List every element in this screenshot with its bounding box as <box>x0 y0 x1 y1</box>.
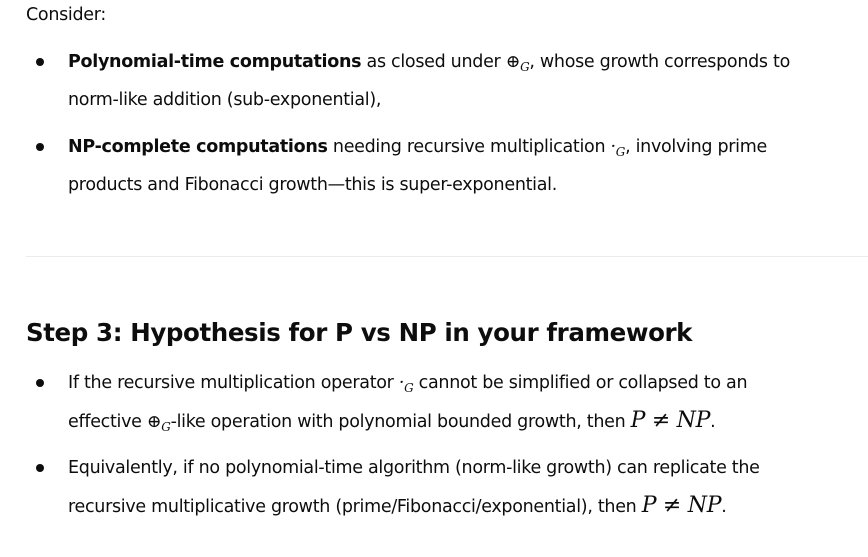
bullet-icon <box>36 58 44 66</box>
bullet-icon <box>36 143 44 151</box>
list-item-line: products and Fibonacci growth—this is super-exponential. <box>68 175 557 195</box>
cdot-symbol: · <box>610 137 616 157</box>
section-heading: Step 3: Hypothesis for P vs NP in your framework <box>26 318 693 347</box>
p-neq-np-formula: P ≠ NP <box>630 408 711 433</box>
oplus-symbol: ⊕ <box>146 412 162 432</box>
intro-text: Consider: <box>26 5 106 25</box>
list-item-line: effective $\oplus_G$-like operation with polynomial bounded growth, then P ≠ NP. <box>68 408 716 434</box>
term-strong: NP-complete computations <box>68 137 328 157</box>
p-neq-np-formula: P ≠ NP <box>641 493 722 518</box>
cdot-symbol: · <box>398 373 405 393</box>
list-item-line: Equivalently, if no polynomial-time algorithm (norm-like growth) can replicate the <box>68 458 760 478</box>
section-divider <box>26 256 868 257</box>
list-item-line: Polynomial-time computations as closed under $\oplus_G$, whose growth corresponds to <box>68 52 790 74</box>
list-item-line: If the recursive multiplication operator $\cdot_G$ cannot be simplified or collapsed to an <box>68 373 748 395</box>
term-strong: Polynomial-time computations <box>68 52 362 72</box>
bullet-icon <box>36 464 44 472</box>
bullet-icon <box>36 379 44 387</box>
list-item-line: NP-complete computations needing recursive multiplication $\cdot_G$, involving prime <box>68 137 767 159</box>
oplus-symbol: ⊕ <box>505 52 521 72</box>
list-item-line: recursive multiplicative growth (prime/Fibonacci/exponential), then P ≠ NP. <box>68 493 727 518</box>
list-item-line: norm-like addition (sub-exponential), <box>68 90 382 110</box>
